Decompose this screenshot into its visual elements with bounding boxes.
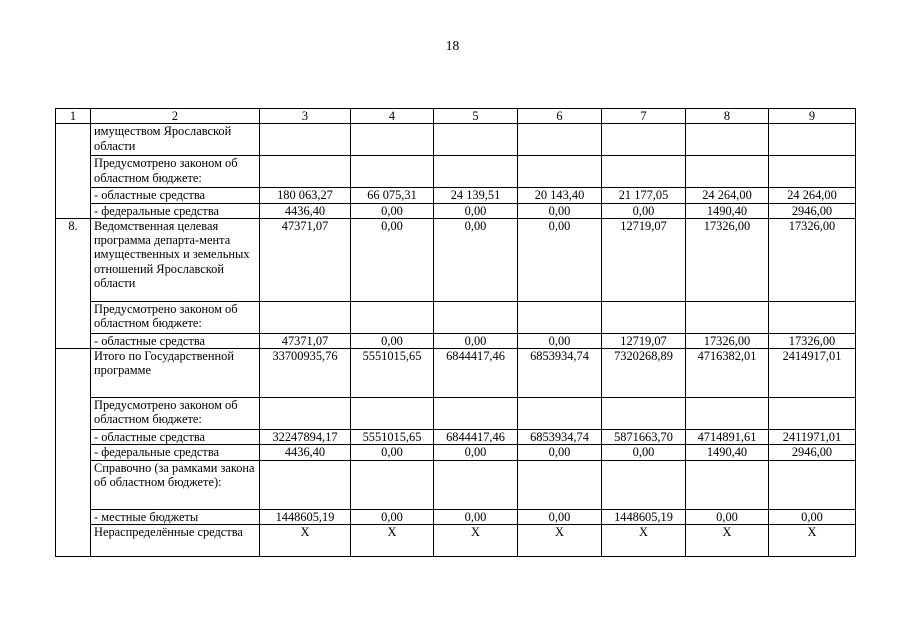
header-cell: 5 — [434, 109, 518, 124]
value-cell — [602, 124, 686, 156]
value-cell: Х — [351, 525, 434, 557]
value-cell: 24 264,00 — [686, 188, 769, 203]
table-row — [56, 156, 856, 188]
value-cell: 6844417,46 — [434, 349, 518, 398]
value-cell: 0,00 — [518, 445, 602, 460]
row-label: Предусмотрено законом об областном бюджете: — [91, 301, 260, 333]
row-number-cell — [56, 124, 91, 219]
value-cell: 6844417,46 — [434, 430, 518, 445]
value-cell: 2411971,01 — [769, 430, 856, 445]
row-label: - местные бюджеты — [91, 509, 260, 524]
header-cell: 8 — [686, 109, 769, 124]
value-cell — [434, 460, 518, 509]
value-cell — [686, 124, 769, 156]
header-cell: 1 — [56, 109, 91, 124]
value-cell: 24 264,00 — [769, 188, 856, 203]
value-cell: Х — [686, 525, 769, 557]
table-row — [56, 445, 856, 460]
value-cell: 66 075,31 — [351, 188, 434, 203]
value-cell — [351, 398, 434, 430]
value-cell — [351, 156, 434, 188]
value-cell: 1490,40 — [686, 203, 769, 218]
value-cell: Х — [518, 525, 602, 557]
value-cell: 0,00 — [351, 203, 434, 218]
value-cell — [602, 156, 686, 188]
table-row — [56, 218, 856, 301]
value-cell: 1448605,19 — [602, 509, 686, 524]
header-cell: 4 — [351, 109, 434, 124]
row-label: Справочно (за рамками закона об областном бюджете): — [91, 460, 260, 509]
table-row — [56, 333, 856, 348]
value-cell — [260, 156, 351, 188]
value-cell: 0,00 — [434, 203, 518, 218]
row-number-cell: 8. — [56, 218, 91, 348]
table-row — [56, 430, 856, 445]
row-label: Ведомственная целевая программа департа-мента имущественных и земельных отношений Ярославской области — [91, 218, 260, 301]
value-cell: 0,00 — [602, 203, 686, 218]
table-row — [56, 349, 856, 398]
table-row — [56, 460, 856, 509]
row-label: - областные средства — [91, 430, 260, 445]
row-label: - федеральные средства — [91, 445, 260, 460]
value-cell: 47371,07 — [260, 218, 351, 301]
value-cell: 0,00 — [434, 218, 518, 301]
table-row — [56, 188, 856, 203]
value-cell: 0,00 — [351, 445, 434, 460]
header-cell: 6 — [518, 109, 602, 124]
value-cell: 0,00 — [518, 333, 602, 348]
value-cell: 0,00 — [769, 509, 856, 524]
value-cell: 0,00 — [518, 218, 602, 301]
value-cell — [769, 124, 856, 156]
table-row — [56, 398, 856, 430]
value-cell — [518, 460, 602, 509]
value-cell: 0,00 — [518, 509, 602, 524]
value-cell — [518, 124, 602, 156]
value-cell: Х — [602, 525, 686, 557]
value-cell — [769, 460, 856, 509]
value-cell — [434, 301, 518, 333]
row-label: - областные средства — [91, 188, 260, 203]
value-cell: 5551015,65 — [351, 349, 434, 398]
value-cell — [260, 124, 351, 156]
value-cell: 0,00 — [351, 333, 434, 348]
header-cell: 3 — [260, 109, 351, 124]
value-cell: 17326,00 — [769, 218, 856, 301]
value-cell — [769, 156, 856, 188]
value-cell — [686, 301, 769, 333]
value-cell: 0,00 — [351, 509, 434, 524]
row-label: Итого по Государственной программе — [91, 349, 260, 398]
value-cell: 24 139,51 — [434, 188, 518, 203]
row-label: - федеральные средства — [91, 203, 260, 218]
value-cell: 33700935,76 — [260, 349, 351, 398]
value-cell — [260, 460, 351, 509]
value-cell: 21 177,05 — [602, 188, 686, 203]
header-cell: 2 — [91, 109, 260, 124]
header-row — [56, 109, 856, 124]
value-cell — [518, 156, 602, 188]
table-row — [56, 301, 856, 333]
value-cell: 32247894,17 — [260, 430, 351, 445]
budget-table — [55, 108, 856, 557]
value-cell — [260, 398, 351, 430]
value-cell: 20 143,40 — [518, 188, 602, 203]
table-row — [56, 525, 856, 557]
value-cell: 180 063,27 — [260, 188, 351, 203]
value-cell: 1448605,19 — [260, 509, 351, 524]
value-cell: 0,00 — [602, 445, 686, 460]
value-cell: 17326,00 — [686, 218, 769, 301]
header-cell: 9 — [769, 109, 856, 124]
row-label: Нераспределённые средства — [91, 525, 260, 557]
value-cell: 4436,40 — [260, 203, 351, 218]
value-cell: 4714891,61 — [686, 430, 769, 445]
value-cell: 17326,00 — [769, 333, 856, 348]
value-cell — [260, 301, 351, 333]
value-cell: 5551015,65 — [351, 430, 434, 445]
table-row — [56, 124, 856, 156]
value-cell — [602, 301, 686, 333]
value-cell: 4716382,01 — [686, 349, 769, 398]
value-cell: 12719,07 — [602, 218, 686, 301]
value-cell: 2946,00 — [769, 203, 856, 218]
value-cell: 2946,00 — [769, 445, 856, 460]
value-cell: 12719,07 — [602, 333, 686, 348]
value-cell — [769, 301, 856, 333]
value-cell — [434, 398, 518, 430]
table-row — [56, 203, 856, 218]
value-cell: 2414917,01 — [769, 349, 856, 398]
row-label: имуществом Ярославской области — [91, 124, 260, 156]
page-number: 18 — [445, 38, 460, 53]
value-cell — [518, 398, 602, 430]
value-cell — [686, 460, 769, 509]
value-cell — [686, 398, 769, 430]
value-cell: 5871663,70 — [602, 430, 686, 445]
table-row — [56, 509, 856, 524]
value-cell: 6853934,74 — [518, 349, 602, 398]
value-cell: 4436,40 — [260, 445, 351, 460]
value-cell: 6853934,74 — [518, 430, 602, 445]
value-cell: 0,00 — [518, 203, 602, 218]
value-cell — [602, 398, 686, 430]
value-cell: 7320268,89 — [602, 349, 686, 398]
row-label: Предусмотрено законом об областном бюджете: — [91, 398, 260, 430]
value-cell — [518, 301, 602, 333]
row-label: - областные средства — [91, 333, 260, 348]
value-cell — [434, 124, 518, 156]
row-label: Предусмотрено законом об областном бюджете: — [91, 156, 260, 188]
value-cell: 47371,07 — [260, 333, 351, 348]
value-cell — [769, 398, 856, 430]
value-cell: 0,00 — [351, 218, 434, 301]
value-cell: 0,00 — [434, 333, 518, 348]
value-cell: 0,00 — [686, 509, 769, 524]
value-cell — [351, 124, 434, 156]
value-cell: Х — [260, 525, 351, 557]
value-cell: 0,00 — [434, 445, 518, 460]
value-cell — [351, 460, 434, 509]
value-cell: Х — [769, 525, 856, 557]
value-cell — [602, 460, 686, 509]
value-cell: 17326,00 — [686, 333, 769, 348]
value-cell: Х — [434, 525, 518, 557]
value-cell — [351, 301, 434, 333]
header-cell: 7 — [602, 109, 686, 124]
value-cell — [686, 156, 769, 188]
value-cell — [434, 156, 518, 188]
row-number-cell — [56, 349, 91, 557]
value-cell: 0,00 — [434, 509, 518, 524]
value-cell: 1490,40 — [686, 445, 769, 460]
